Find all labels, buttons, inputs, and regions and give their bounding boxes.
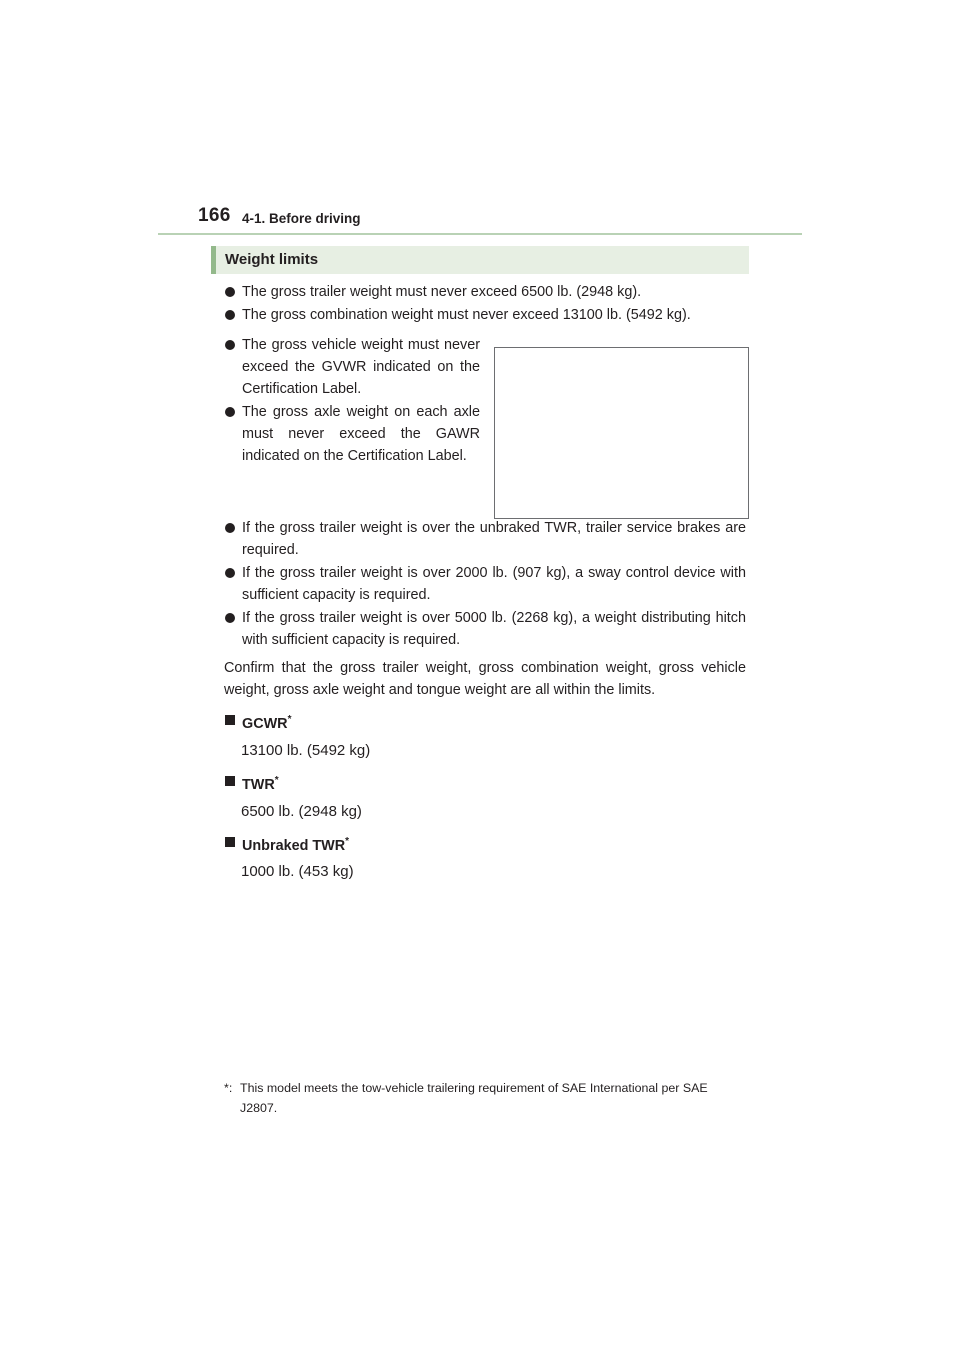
asterisk-mark: * xyxy=(287,714,292,725)
bullet-item: The gross axle weight on each axle must never exceed the GAWR indicated on the Certification Label. xyxy=(224,401,480,467)
bullets-with-illustration xyxy=(224,334,746,517)
spec-label: TWR* xyxy=(224,770,746,796)
asterisk-mark: * xyxy=(345,835,350,847)
spec-value: 13100 lb. (5492 kg) xyxy=(241,741,371,759)
page-header xyxy=(198,203,802,233)
bullet-item: If the gross trailer weight is over the unbraked TWR, trailer service brakes are required. xyxy=(224,517,746,561)
section-heading-text: Weight limits xyxy=(225,251,319,268)
bullet-item: The gross combination weight must never exceed 13100 lb. (5492 kg). xyxy=(224,304,746,326)
spec-unbraked-twr xyxy=(224,831,746,884)
footnote-mark: *: xyxy=(224,1081,233,1095)
header-divider xyxy=(158,233,802,235)
footnote xyxy=(224,1078,746,1118)
bullet-item: The gross vehicle weight must never exceed the GVWR indicated on the Certification Label. xyxy=(224,334,480,400)
bullet-item: If the gross trailer weight is over 2000 lb. (907 kg), a sway control device with sufficient capacity is required. xyxy=(224,562,746,606)
spec-gcwr xyxy=(224,709,746,762)
confirm-paragraph: Confirm that the gross trailer weight, gross combination weight, gross vehicle weight, gross axle weight and tongue weight are all within the limits. xyxy=(224,660,746,698)
bullet-item: The gross trailer weight must never exceed 6500 lb. (2948 kg). xyxy=(224,281,746,303)
spec-value: 1000 lb. (453 kg) xyxy=(241,863,354,881)
spec-twr xyxy=(224,770,746,823)
asterisk-mark: * xyxy=(274,774,279,786)
section-heading xyxy=(211,246,749,274)
footnote-text: This model meets the tow-vehicle trailering requirement of SAE International per SAE J2807. xyxy=(240,1081,708,1115)
spec-value: 6500 lb. (2948 kg) xyxy=(241,802,362,820)
spec-label: GCWR* xyxy=(224,709,746,735)
bullet-item: If the gross trailer weight is over 5000 lb. (2268 kg), a weight distributing hitch with sufficient capacity is required. xyxy=(224,607,746,651)
page-number: 166 xyxy=(198,205,231,226)
spec-label: Unbraked TWR* xyxy=(224,831,746,857)
side-bullets xyxy=(224,334,480,467)
main-content xyxy=(224,281,746,883)
section-title: 4-1. Before driving xyxy=(242,211,361,226)
certification-label-illustration xyxy=(494,347,749,519)
